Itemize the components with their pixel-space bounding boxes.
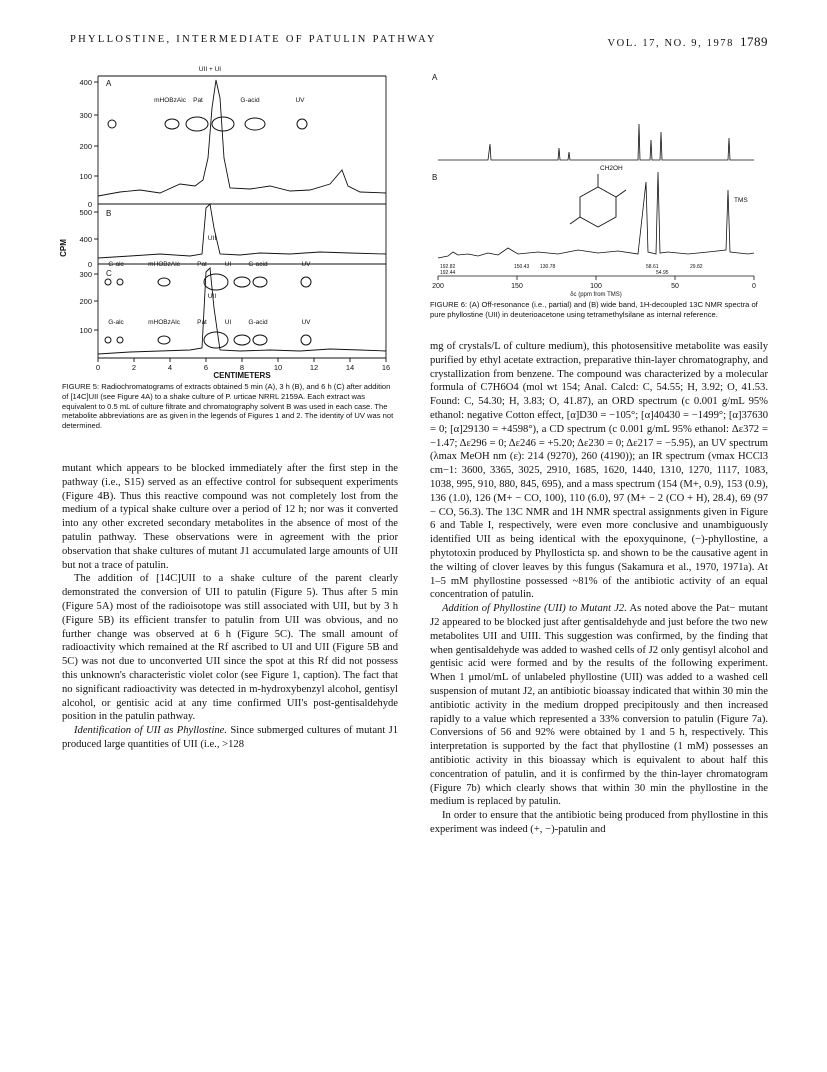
figure-5-radiochromatograms — [60, 58, 400, 378]
peak-label: 192.44 — [440, 270, 456, 276]
y-tick-label: 200 — [79, 142, 92, 151]
tms-label: TMS — [734, 197, 748, 204]
x-axis-label: CENTIMETERS — [213, 371, 271, 380]
running-head — [70, 34, 768, 48]
figure-5-caption: FIGURE 5: Radiochromatograms of extracts obtained 5 min (A), 3 h (B), and 6 h (C) after addition of [14C]UII (see Figure 4A) to a shake culture of P. urticae NRRL 2159A. Each extract was equivalent to 0.5 mL of culture filtrate and chromatography solvent B was used in each case. The metabolite abbreviations are as given in the legends of Figures 1 and 2. The identity of UV was not determined. — [62, 382, 394, 431]
section-heading: Addition of Phyllostine (UII) to Mutant J2. — [442, 603, 627, 615]
x-tick-label: 10 — [273, 363, 283, 372]
y-tick-label: 400 — [79, 78, 92, 87]
peak-label: 58.61 — [646, 264, 659, 270]
tlc-spots — [105, 117, 311, 348]
panel-c-label: G-acid — [248, 319, 268, 326]
right-column-text — [430, 340, 768, 837]
x-tick-label: 0 — [752, 283, 756, 290]
panel-b-label: G-alc — [108, 261, 124, 268]
x-tick-label: 8 — [239, 363, 245, 372]
peak-label: 192.82 — [440, 264, 456, 270]
panel-b-label: mHOBzAlc — [148, 261, 180, 268]
y-tick-label: 0 — [87, 260, 92, 269]
x-tick-label: 50 — [671, 283, 679, 290]
page-number: 1789 — [740, 34, 768, 49]
panel-c-label: UV — [301, 319, 311, 326]
paragraph: mutant which appears to be blocked immediately after the first step in the pathway (i.e., S15) served as an effective control for subsequent experiments (Figure 4B). Thus this reactive compound was not completely lost from the medium of a typical shake culture over a period of 12 h; nor was it converted into any other excreted secondary metabolites in the absence of most of the patulin pathway. These observations were in agreement with the prior observation that shake cultures of mutant J1 accumulated large amounts of UII but not a trace of patulin. — [62, 463, 398, 571]
radioactivity-traces — [98, 80, 386, 354]
panel-a-top-label: UII + UI — [198, 66, 222, 73]
panel-a-label: mHOBzAlc — [154, 97, 186, 104]
paragraph: mg of crystals/L of culture medium), this photosensitive metabolite was easily purified by ethyl acetate extraction, preparative thin-layer chromatography, and crystallization from benzene. The compound was characterized by a molecular formula of C7H6O4 (mol wt 154; Anal. Calcd: C, 54.55; H, 3.92; O, 41.53. Found: C, 54.30; H, 3.83; O, 41.87), an ORD spectrum (c 0.001 g/mL 95% ethanol: negative Cotton effect, [α]D30 = −105°; [α]40430 = −1499°; [α]37630 = 0; [α]29130 = +4598°), a CD spectrum (c 0.001 g/mL 95% ethanol: Δε372 = −1.47; Δε296 = 0; Δε246 = +5.20; Δε230 = 0; Δε217 = −5.95), an UV spectrum (λmax MeOH nm (ε): 214 (9270), 260 (4190)); an IR spectrum (νmax HCCl3 cm−1: 3600, 3365, 3025, 2910, 1685, 1620, 1440, 1310, 1270, 1117, 1083, 1038, 995, 910, 880, 845, 695), and a mass spectrum (154 (M+, 0.9), 153 (0.9), 136 (1.0), 126 (M+ − CO, 100), 110 (6.0), 97 (M+ − 2 (CO + H), 28.4), 69 (97 − CO, 56.3). The 13C NMR and 1H NMR spectral assignments given in Figure 6 and Table I, respectively, were even more conclusive and unambiguously identified UII as being identical with the epoxyquinone, (−)-phyllostine, a phytotoxin produced by Phyllosticta sp. and shown to be the causative agent in the wilting of clover leaves by this fungus (Sakamura et al., 1970, 1971a). At 1–5 mM phyllostine possessed ~81% of the antibiotic activity of an equal concentration of patulin. — [430, 341, 768, 601]
peak-label: 130.78 — [540, 264, 556, 270]
paragraph: In order to ensure that the antibiotic being produced from phyllostine in this experiment was indeed (+, −)-patulin and — [430, 810, 768, 835]
panel-c-label: UI — [224, 319, 232, 326]
x-tick-label: 12 — [309, 363, 319, 372]
figure-6-nmr-spectra — [428, 62, 768, 298]
structure-label: CH2OH — [600, 165, 623, 172]
x-tick-label: 16 — [381, 363, 391, 372]
section-heading: Identification of UII as Phyllostine. — [74, 725, 228, 737]
x-tick-label: 0 — [95, 363, 101, 372]
panel-letter-a: A — [106, 79, 112, 88]
x-axis-label: δc (ppm from TMS) — [570, 292, 622, 298]
panel-c-label: mHOBzAlc — [148, 319, 180, 326]
y-tick-label: 400 — [79, 235, 92, 244]
panel-b-top-label: UII — [207, 235, 217, 242]
x-tick-label: 200 — [432, 283, 444, 290]
paragraph — [62, 724, 398, 752]
y-tick-label: 200 — [79, 297, 92, 306]
panel-b-label: Pat — [197, 261, 207, 268]
running-head-volume — [608, 34, 769, 50]
y-tick-label: 300 — [79, 270, 92, 279]
panel-letter-c: C — [106, 269, 112, 278]
panel-c-label: G-alc — [108, 319, 124, 326]
y-tick-label: 300 — [79, 111, 92, 120]
panel-a-label: Pat — [193, 97, 203, 104]
panel-a-label: G-acid — [240, 97, 260, 104]
y-axis-label: CPM — [59, 239, 68, 257]
left-column-text — [62, 462, 398, 752]
x-tick-label: 2 — [131, 363, 137, 372]
paragraph-body: Since submerged cultures of mutant J1 produced large quantities of UII (i.e., >128 — [62, 725, 398, 750]
y-tick-label: 0 — [87, 200, 92, 209]
phyllostine-structure — [570, 174, 626, 227]
paragraph — [430, 602, 768, 809]
panel-b-label: G-acid — [248, 261, 268, 268]
peak-label: 29.82 — [690, 264, 703, 270]
y-tick-label: 100 — [79, 172, 92, 181]
x-tick-label: 150 — [511, 283, 523, 290]
panel-c-label: Pat — [197, 319, 207, 326]
paragraph-body: As noted above the Pat− mutant J2 appeared to be blocked just after gentisaldehyde and just before the two new metabolites UII and UIII. This suggestion was confirmed, by the finding that when gentisaldehyde was added to washed cells of J2 only gentisyl alcohol and gentisic acid were formed and by the results of the following experiment. When 1 μmol/mL of unlabeled phyllostine (UII) was added to a washed cell suspension of mutant J2, an antibiotic bioassay indicated that within 30 min the antibiotic activity in the medium dropped precipitously and then increased rapidly to a value which represented a 33% conversion to patulin (Figure 7a). Conversions of 56 and 92% were obtained by 1 and 5 h, respectively. This interpretation is supported by the fact that phyllostine (1 mM) possesses an antibiotic activity in this bioassay which is equivalent to about half this concentration of patulin, and it is confirmed by the thin-layer chromatogram (Figure 7b) which clearly shows that within 30 min the phyllostine in the medium is replaced by patulin. — [430, 603, 768, 808]
paragraph: The addition of [14C]UII to a shake culture of the parent clearly demonstrated the conversion of UII to patulin (Figure 5). Thus after 5 min (Figure 5A) most of the radioisotope was still associated with UII, but by 3 h (Figure 5B) its efficient transfer to patulin from UII was obvious, and no further change was observed at 6 h (Figure 5C). The small amount of radioactivity which remained at the Rf ascribed to UI and UII (Figure 5B and 5C) was not due to unconverted UII since the spot at this Rf did not possess this unknown's characteristic violet color (see Figure 1, caption). The fact that no significant radioactivity was detected in m-hydroxybenzyl alcohol, gentisyl alcohol, or gentisic acid at any time confirmed UII's post-gentisaldehyde position in the patulin pathway. — [62, 573, 398, 723]
panel-a-label: UV — [295, 97, 305, 104]
panel-letter-b: B — [106, 209, 112, 218]
x-tick-label: 6 — [203, 363, 209, 372]
panel-c-top-label: UII — [207, 293, 217, 300]
peak-label: 54.95 — [656, 270, 669, 276]
y-tick-label: 500 — [79, 208, 92, 217]
x-tick-label: 100 — [590, 283, 602, 290]
x-tick-label: 14 — [345, 363, 355, 372]
x-tick-label: 4 — [167, 363, 173, 372]
figure-6-caption: FIGURE 6: (A) Off-resonance (i.e., partial) and (B) wide band, 1H-decoupled 13C NMR spectra of pure phyllostine (UII) in deuterioacetone using tetramethylsilane as internal reference. — [430, 300, 758, 319]
panel-label-a: A — [432, 73, 438, 82]
peak-label: 150.43 — [514, 264, 530, 270]
panel-b-label: UV — [301, 261, 311, 268]
panel-b-label: UI — [224, 261, 232, 268]
y-tick-label: 100 — [79, 326, 92, 335]
running-head-title: PHYLLOSTINE, INTERMEDIATE OF PATULIN PATHWAY — [70, 34, 437, 45]
panel-label-b: B — [432, 173, 438, 182]
volume-info: VOL. 17, NO. 9, 1978 — [607, 38, 734, 49]
